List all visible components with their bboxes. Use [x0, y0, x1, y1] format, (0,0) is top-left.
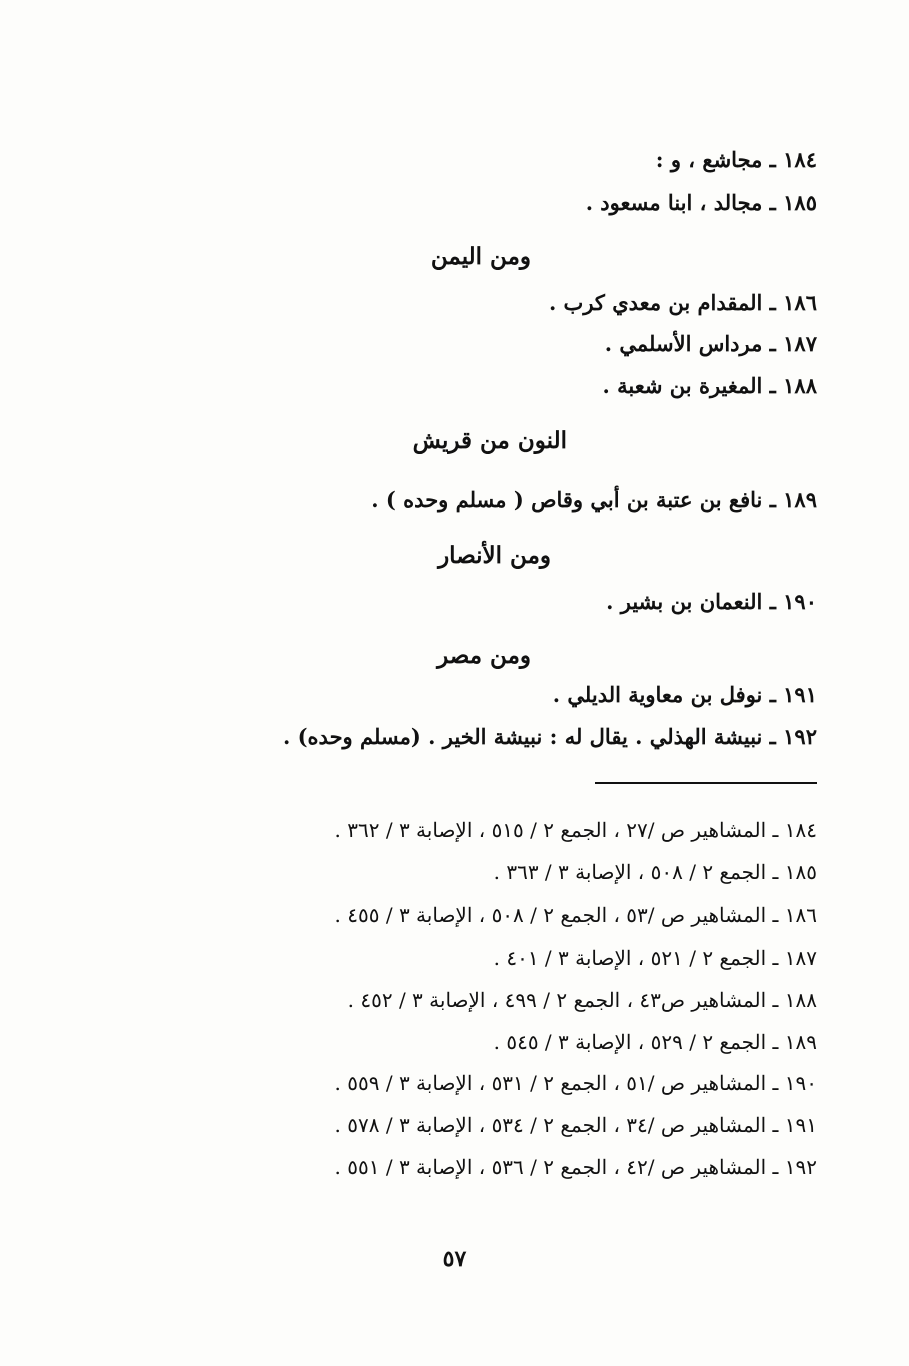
entry-190: ١٩٠ ـ النعمان بن بشير .: [606, 589, 817, 614]
footnote-191: ١٩١ ـ المشاهير ص /٣٤ ، الجمع ٢ / ٥٣٤ ، الإصابة ٣ / ٥٧٨ .: [334, 1113, 817, 1137]
footnote-divider: [595, 782, 817, 784]
section-heading-ansar: ومن الأنصار: [438, 542, 551, 569]
entry-192: ١٩٢ ـ نبيشة الهذلي . يقال له : نبيشة الخير . (مسلم وحده) .: [282, 724, 817, 749]
footnote-186: ١٨٦ ـ المشاهير ص /٥٣ ، الجمع ٢ / ٥٠٨ ، الإصابة ٣ / ٤٥٥ .: [334, 903, 817, 927]
footnote-192: ١٩٢ ـ المشاهير ص /٤٢ ، الجمع ٢ / ٥٣٦ ، الإصابة ٣ / ٥٥١ .: [334, 1155, 817, 1179]
footnote-189: ١٨٩ ـ الجمع ٢ / ٥٢٩ ، الإصابة ٣ / ٥٤٥ .: [493, 1030, 817, 1054]
footnote-188: ١٨٨ ـ المشاهير ص٤٣ ، الجمع ٢ / ٤٩٩ ، الإصابة ٣ / ٤٥٢ .: [347, 988, 817, 1012]
entry-186: ١٨٦ ـ المقدام بن معدي كرب .: [548, 290, 817, 315]
footnote-187: ١٨٧ ـ الجمع ٢ / ٥٢١ ، الإصابة ٣ / ٤٠١ .: [493, 946, 817, 970]
entry-189: ١٨٩ ـ نافع بن عتبة بن أبي وقاص ( مسلم وحده ) .: [371, 487, 817, 512]
section-heading-yemen: ومن اليمن: [430, 243, 531, 270]
footnote-184: ١٨٤ ـ المشاهير ص /٢٧ ، الجمع ٢ / ٥١٥ ، الإصابة ٣ / ٣٦٢ .: [334, 818, 817, 842]
entry-184: ١٨٤ ـ مجاشع ، و :: [655, 147, 817, 172]
section-heading-quraysh: النون من قريش: [412, 427, 567, 454]
entry-187: ١٨٧ ـ مرداس الأسلمي .: [604, 331, 817, 356]
page-number: ٥٧: [442, 1246, 467, 1272]
section-heading-mudar: ومن مصر: [437, 642, 531, 669]
entry-185: ١٨٥ ـ مجالد ، ابنا مسعود .: [585, 190, 817, 215]
entry-191: ١٩١ ـ نوفل بن معاوية الديلي .: [552, 682, 817, 707]
footnote-190: ١٩٠ ـ المشاهير ص /٥١ ، الجمع ٢ / ٥٣١ ، الإصابة ٣ / ٥٥٩ .: [334, 1071, 817, 1095]
entry-188: ١٨٨ ـ المغيرة بن شعبة .: [602, 373, 817, 398]
footnote-185: ١٨٥ ـ الجمع ٢ / ٥٠٨ ، الإصابة ٣ / ٣٦٣ .: [493, 860, 817, 884]
